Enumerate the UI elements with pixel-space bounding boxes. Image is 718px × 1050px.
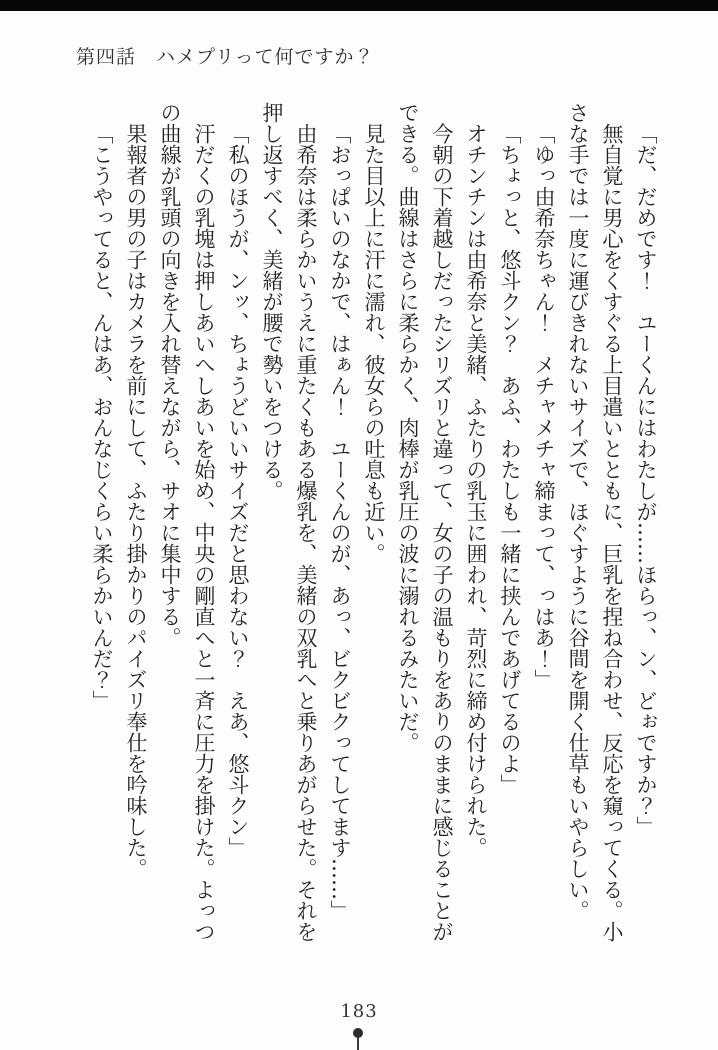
text-line: 「私のほうが、ンッ、ちょうどいいサイズだと思わない？ えあ、悠斗クン」 [226,123,250,858]
text-line: 「ちょっと、悠斗クン？ あふ、わたしも一緒に挟んであげてるのよ」 [498,123,522,795]
text-line: 押し返すべく、美緒が腰で勢いをつける。 [260,102,284,501]
scan-edge-top [0,0,718,11]
text-line: オチンチンは由希奈と美緒、ふたりの乳玉に囲われ、苛烈に締め付けられた。 [464,123,488,858]
text-line: の曲線が乳頭の向きを入れ替えながら、サオに集中する。 [158,102,182,648]
text-line: 「おっぱいのなかで、はぁん！ ユーくんのが、あっ、ビクビクってしてます……」 [328,123,352,921]
text-line: 見た目以上に汗に濡れ、彼女らの吐息も近い。 [362,123,386,564]
text-line: 「ゆっ由希奈ちゃん！ メチャメチャ締まって、っはあ！」 [532,123,556,690]
text-line: 「こうやってると、んはあ、おんなじくらい柔らかいんだ？」 [90,123,114,711]
page-text [85,102,663,950]
text-line: 果報者の男の子はカメラを前にして、ふたり掛かりのパイズリ奉仕を吟味した。 [124,123,148,879]
text-line: 無自覚に男心をくすぐる上目遣いとともに、巨乳を捏ね合わせ、反応を窺ってくる。小 [600,123,624,942]
cursor-pin-stem [357,1036,359,1050]
chapter-heading: 第四話 ハメプリって何ですか？ [76,46,375,68]
text-line: 由希奈は柔らかいうえに重たくもある爆乳を、美緒の双乳へと乗りあがらせた。それを [294,123,318,942]
text-line: 今朝の下着越しだったシリズリと違って、女の子の温もりをありのままに感じることが [430,123,454,942]
text-line: さな手では一度に運びきれないサイズで、ほぐすように谷間を開く仕草もいやらしい。 [566,102,590,921]
text-line: できる。曲線はさらに柔らかく、肉棒が乳圧の波に溺れるみたいだ。 [396,102,420,753]
text-line: 汗だくの乳塊は押しあいへしあいを始め、中央の剛直へと一斉に圧力を掛けた。よっつ [192,123,216,942]
text-line: 「だ、だめです！ ユーくんにはわたしが……ほらっ、ン、どぉですか？」 [634,123,658,837]
page-number: 183 [340,1001,378,1022]
